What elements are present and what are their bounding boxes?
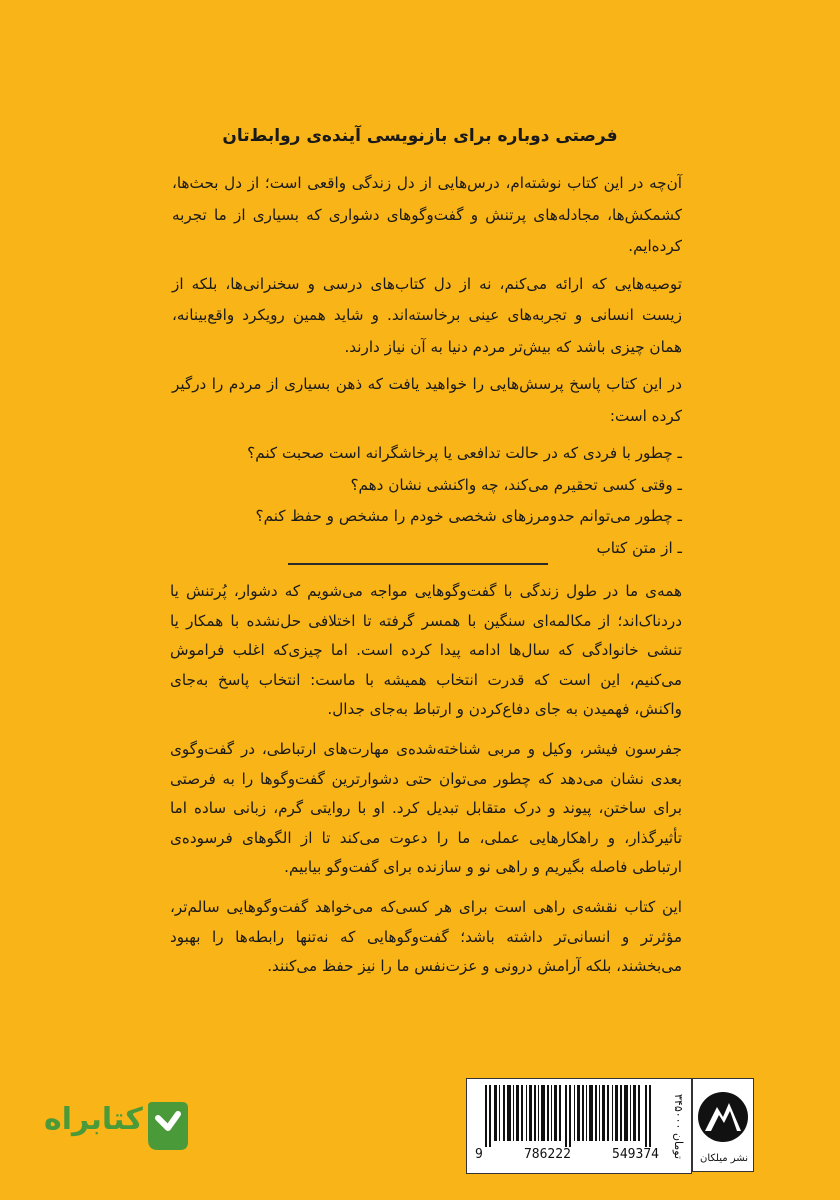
quote-block	[172, 168, 682, 564]
section-divider	[288, 563, 548, 565]
quote-paragraph-1: آن‌چه در این کتاب نوشته‌ام، درس‌هایی از دل زندگی واقعی است؛ از دل بحث‌ها، کشمکش‌ها، مجادله‌های پرتنش و گفت‌وگوهای دشواری که بسیاری از ما تجربه کرده‌ایم.	[172, 174, 682, 255]
blurb-paragraph-1: همه‌ی ما در طول زندگی با گفت‌وگوهایی مواجه می‌شویم که دشوار، پُرتنش یا دردناک‌اند؛ از مکالمه‌ای سنگین با همسر گرفته تا اختلافی حل‌نشده با همکار یا تنشی خانوادگی که سال‌ها ادامه پیدا کرده است. اما چیزی‌که اغلب فراموش می‌کنیم، این است که قدرت انتخاب همیشه با ماست: انتخاب پاسخ به‌جای واکنش، فهمیدن به جای دفاع‌کردن و ارتباط به‌جای جدال.	[170, 582, 682, 719]
kitabrah-logo	[40, 1098, 190, 1158]
kitabrah-wordmark: کتابراه	[44, 1102, 143, 1137]
quote-paragraph-2: توصیه‌هایی که ارائه می‌کنم، نه از دل کتاب‌های درسی و سخنرانی‌ها، بلکه از زیست انسانی و تجربه‌های عینی برخاسته‌اند. و شاید همین رویکرد واقع‌بینانه، همان چیزی باشد که بیش‌تر مردم دنیا به آن نیاز دارند.	[172, 274, 682, 356]
blurb-block	[170, 577, 682, 992]
question-3: ـ چطور می‌توانم حدومرزهای شخصی خودم را مشخص و حفظ کنم؟	[255, 507, 682, 525]
publisher-name: نشر میلکان	[700, 1153, 748, 1164]
price-label: ۳۴۵۰۰۰ تومان	[672, 1094, 685, 1160]
blurb-paragraph-3: این کتاب نقشه‌ی راهی است برای هر کسی‌که می‌خواهد گفت‌وگوهایی سالم‌تر، مؤثرتر و انسانی‌تر داشته باشد؛ گفت‌وگوهایی که نه‌تنها رابطه‌ها را بهبود می‌بخشند، بلکه آرامش درونی و عزت‌نفس ما را نیز حفظ می‌کنند.	[170, 897, 682, 976]
barcode-digit-prefix: 9	[475, 1147, 483, 1162]
kitabrah-logo-icon	[144, 1098, 190, 1152]
barcode-digits	[475, 1147, 659, 1162]
cover-headline: فرصتی دوباره برای بازنویسی آینده‌ی روابط‌تان	[222, 126, 618, 146]
mountain-logo-icon	[697, 1085, 749, 1149]
barcode-digit-group-2: 549374	[612, 1147, 659, 1162]
barcode	[466, 1078, 692, 1174]
blurb-paragraph-2: جفرسون فیشر، وکیل و مربی شناخته‌شده‌ی مهارت‌های ارتباطی، در گفت‌وگوی بعدی نشان می‌دهد که چطور می‌توان حتی دشوارترین گفت‌وگوها را به فرصتی برای ساختن، پیوند و درک متقابل تبدیل کرد. او با روایتی گرم، زبانی ساده اما تأثیرگذار، و راهکارهایی عملی، ما را دعوت می‌کند تا از الگوهای فرسوده‌ی ارتباطی فاصله بگیریم و راهی نو و سازنده برای گفت‌وگو بیابیم.	[170, 739, 682, 877]
barcode-icon	[485, 1085, 653, 1147]
quote-attribution: ـ از متن کتاب	[596, 538, 682, 557]
question-2: ـ وقتی کسی تحقیرم می‌کند، چه واکنشی نشان دهم؟	[350, 475, 682, 494]
quote-paragraph-3: در این کتاب پاسخ پرسش‌هایی را خواهید یافت که ذهن بسیاری از مردم را درگیر کرده است:	[172, 375, 682, 425]
publisher-logo	[692, 1078, 754, 1172]
question-1: ـ چطور با فردی که در حالت تدافعی یا پرخاشگرانه است صحبت کنم؟	[247, 444, 682, 462]
barcode-digit-group-1: 786222	[523, 1147, 571, 1162]
